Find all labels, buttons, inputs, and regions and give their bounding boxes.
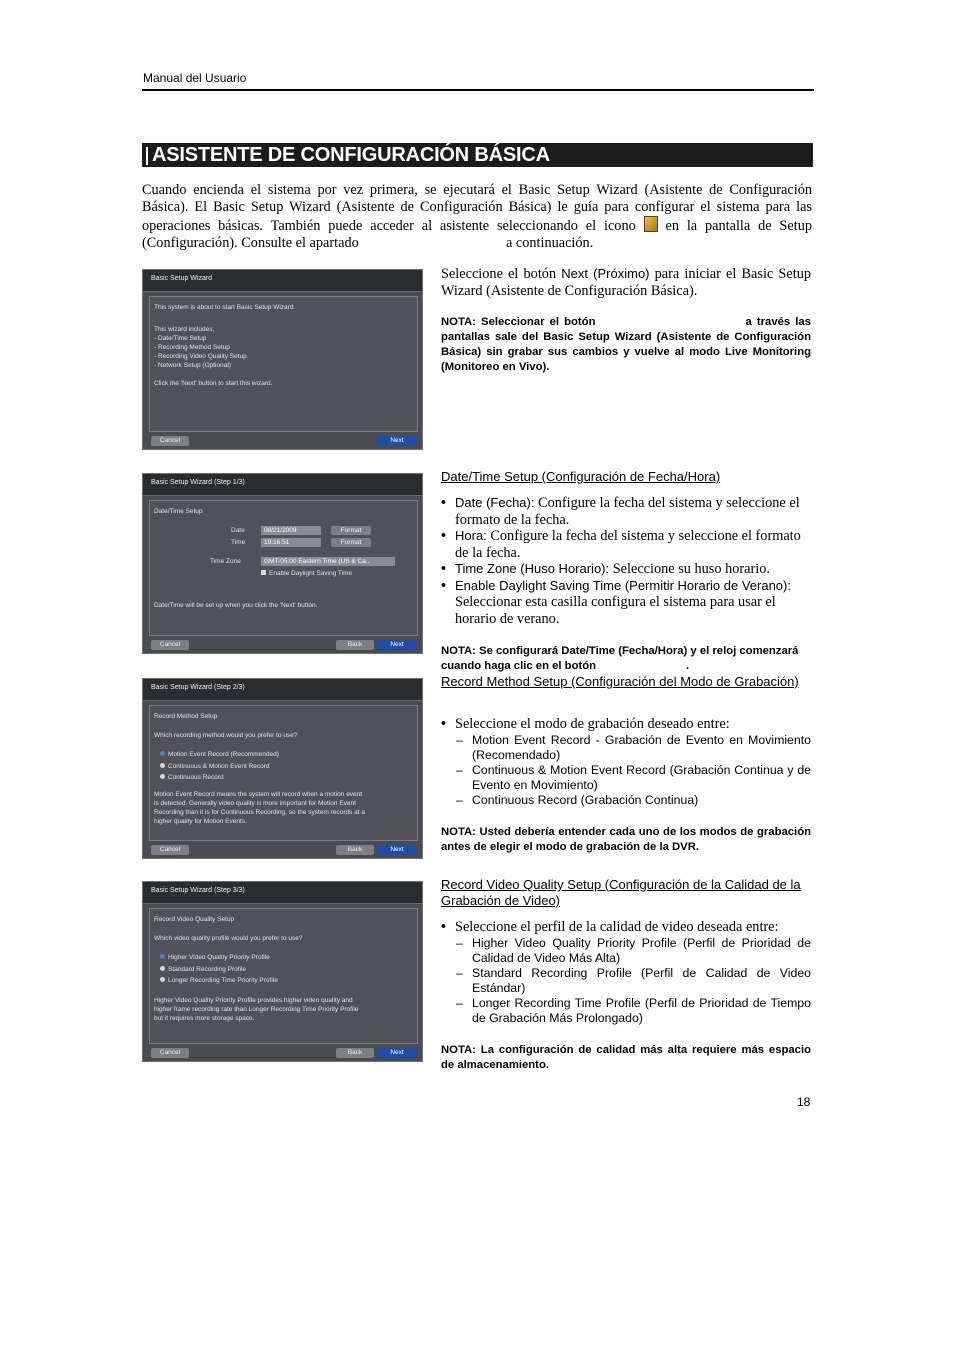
note-text: a través las pantallas sale del Basic Setup Wizard (Asistente de Configuración Básica) sin grabar sus cambios y vuelve al modo Live Monitoring (Monitoreo en Vivo). xyxy=(441,316,811,373)
section-heading-bar xyxy=(142,143,813,167)
next-button[interactable]: Next xyxy=(377,640,417,650)
radio-icon xyxy=(160,774,165,779)
panel-heading: Record Method Setup xyxy=(154,713,218,720)
text: Seleccione el botón xyxy=(441,266,562,282)
radio-icon xyxy=(160,966,165,971)
option-label: Longer Recording Time Priority Profile xyxy=(168,977,278,984)
window-title: Basic Setup Wizard (Step 1/3) xyxy=(151,479,245,486)
screenshot-record-method xyxy=(142,678,423,859)
intro-part2: en la pantalla de Setup (Configuración). Consulte el apartado xyxy=(142,218,813,251)
time-label: Time xyxy=(231,539,246,546)
window-titlebar xyxy=(143,474,422,496)
window-titlebar xyxy=(143,270,422,292)
panel-question: Which video quality profile would you prefer to use? xyxy=(154,935,303,942)
note-text: NOTA: Se configurará Date/Time (Fecha/Hora) y el reloj comenzará cuando haga clic en el botón xyxy=(441,645,799,672)
radio-selected-icon xyxy=(160,751,165,756)
time-field[interactable]: 19:16:51 xyxy=(261,538,321,547)
intro-part1: Cuando encienda el sistema por vez primera, se ejecutará el Basic Setup Wizard (Asistente de Configuración Básica). El Basic Setup Wizard (Asistente de Configuración Básica) le guía para configurar el sistema para las operaciones básicas. También puede acceder al asistente seleccionando el icono xyxy=(142,182,812,234)
wizard-text: This system is about to start Basic Setup Wizard. xyxy=(154,304,296,311)
back-button[interactable]: Back xyxy=(336,640,374,650)
dash-item: – Continuous & Motion Event Record (Grabación Continua y de Evento en Movimiento) xyxy=(441,763,811,793)
wizard-text: This wizard includes; xyxy=(154,326,215,333)
dash-item: – Higher Video Quality Priority Profile (Perfil de Prioridad de Calidad de Video Más Alta) xyxy=(441,936,811,966)
description: Motion Event Record means the system will record when a motion event xyxy=(154,791,363,798)
window-titlebar xyxy=(143,882,422,904)
wizard-panel xyxy=(149,296,418,432)
radio-option[interactable] xyxy=(160,762,270,771)
bullet-label: Hora: xyxy=(455,528,487,543)
wizard-text: - Recording Method Setup xyxy=(154,344,230,351)
block1-text xyxy=(441,266,811,299)
wizard-text: Click the 'Next' button to start this wizard. xyxy=(154,380,273,387)
bullet-item xyxy=(441,495,811,528)
option-label: Standard Recording Profile xyxy=(168,966,247,973)
dash-item: – Standard Recording Profile (Perfil de Calidad de Video Estándar) xyxy=(441,966,811,996)
block4-note: NOTA: La configuración de calidad más alta requiere más espacio de almacenamiento. xyxy=(441,1044,811,1071)
window-title: Basic Setup Wizard (Step 3/3) xyxy=(151,887,245,894)
window-title: Basic Setup Wizard xyxy=(151,275,213,282)
heading-marker xyxy=(146,147,148,165)
bullet-label: Enable Daylight Saving Time (Permitir Horario de Verano): xyxy=(455,577,791,593)
screenshot-video-quality xyxy=(142,881,423,1062)
radio-icon xyxy=(160,977,165,982)
panel-question: Which recording method would you prefer to use? xyxy=(154,732,298,739)
panel-footer: Date/Time will be set up when you click the 'Next' button. xyxy=(154,602,318,609)
date-label: Date xyxy=(231,527,245,534)
page-number: 18 xyxy=(797,1095,811,1109)
cancel-button[interactable]: Cancel xyxy=(151,436,189,446)
radio-icon xyxy=(160,763,165,768)
bullet-text: Seleccione su huso horario. xyxy=(609,561,770,577)
screenshot-wizard-start xyxy=(142,269,423,450)
dash-item: – Longer Recording Time Profile (Perfil de Prioridad de Tiempo de Grabación Más Prolongado) xyxy=(441,996,811,1026)
timezone-label: Time Zone xyxy=(210,558,241,565)
cancel-button[interactable]: Cancel xyxy=(151,845,189,855)
intro-paragraph xyxy=(142,182,812,252)
option-label: Motion Event Record (Recommended) xyxy=(168,751,279,758)
description: higher quality for Motion Events. xyxy=(154,818,247,825)
back-button[interactable]: Back xyxy=(336,845,374,855)
screenshot-date-time xyxy=(142,473,423,654)
dash-item: – Motion Event Record - Grabación de Evento en Movimiento (Recomendado) xyxy=(441,733,811,763)
next-button[interactable]: Next xyxy=(377,436,417,446)
description: Recording than it is for Continuous Recording, so the system records at a xyxy=(154,809,365,816)
next-label: Next (Próximo) xyxy=(561,266,650,281)
panel-heading: Date/Time Setup xyxy=(154,508,203,515)
radio-option[interactable] xyxy=(160,965,246,974)
window-titlebar xyxy=(143,679,422,701)
block1-note xyxy=(441,315,811,375)
block3-note: NOTA: Usted debería entender cada uno de los modos de grabación antes de elegir el modo de grabación de la DVR. xyxy=(441,826,811,853)
radio-option[interactable] xyxy=(160,976,278,985)
block2-heading: Date/Time Setup (Configuración de Fecha/Hora) xyxy=(441,469,721,484)
radio-option[interactable] xyxy=(160,953,270,962)
panel-heading: Record Video Quality Setup xyxy=(154,916,235,923)
bullet-item: • Seleccione el modo de grabación deseado entre: xyxy=(441,716,811,733)
dst-checkbox[interactable] xyxy=(261,569,352,578)
note-text: NOTA: Seleccionar el botón xyxy=(441,316,596,328)
note-text: . xyxy=(686,660,690,672)
running-header: Manual del Usuario xyxy=(143,71,247,85)
bullet-label: Date (Fecha): xyxy=(455,495,535,510)
wizard-text: - Recording Video Quality Setup xyxy=(154,353,247,360)
window-title: Basic Setup Wizard (Step 2/3) xyxy=(151,684,245,691)
section-title: ASISTENTE DE CONFIGURACIÓN BÁSICA xyxy=(152,144,550,166)
radio-option[interactable] xyxy=(160,773,224,782)
bullet-label: Time Zone (Huso Horario): xyxy=(455,561,610,576)
bullet-item xyxy=(441,578,811,628)
cancel-button[interactable]: Cancel xyxy=(151,640,189,650)
wizard-text: - Network Setup (Optional) xyxy=(154,362,231,369)
wizard-panel xyxy=(149,705,418,841)
description: higher frame recording rate than Longer Recording Time Priority Profile xyxy=(154,1006,359,1013)
timezone-select[interactable]: GMT-05:00 Eastern Time (US & Ca.. xyxy=(261,557,395,566)
description: but it requires more storage space. xyxy=(154,1015,255,1022)
checkbox-icon xyxy=(261,570,266,575)
block3-heading: Record Method Setup (Configuración del Modo de Grabación) xyxy=(441,674,799,689)
bullet-item: • Seleccione el perfil de la calidad de video deseada entre: xyxy=(441,919,811,936)
block3-list xyxy=(441,716,811,808)
bullet-text: Configure la fecha del sistema y seleccione el formato de la fecha. xyxy=(455,528,801,561)
option-label: Higher Video Quality Priority Profile xyxy=(168,954,270,961)
dash-item: – Continuous Record (Grabación Continua) xyxy=(441,793,811,808)
intro-part3: a continuación. xyxy=(505,235,594,251)
time-format-button[interactable]: Format xyxy=(331,538,371,547)
description: is detected. Generally video quality is more important for Motion Event xyxy=(154,800,356,807)
text: para iniciar el Basic Setup Wizard (Asistente de Configuración Básica). xyxy=(441,266,811,299)
bullet-text: Configure la fecha del sistema y seleccione el formato de la fecha. xyxy=(455,495,800,528)
radio-selected-icon xyxy=(160,954,165,959)
dst-label: Enable Daylight Saving Time xyxy=(269,570,353,577)
block4-list xyxy=(441,919,811,1026)
option-label: Continuous & Motion Event Record xyxy=(168,763,270,770)
back-button[interactable]: Back xyxy=(336,1048,374,1058)
wizard-text: - Date/Time Setup xyxy=(154,335,207,342)
next-button[interactable]: Next xyxy=(377,845,417,855)
header-rule xyxy=(142,89,814,91)
wizard-panel xyxy=(149,908,418,1044)
bullet-text: Seleccionar esta casilla configura el sistema para usar el horario de verano. xyxy=(455,594,776,627)
option-label: Continuous Record xyxy=(168,774,224,781)
next-button[interactable]: Next xyxy=(377,1048,417,1058)
block4-heading: Record Video Quality Setup (Configuración de la Calidad de la Grabación de Video) xyxy=(441,877,801,908)
radio-option[interactable] xyxy=(160,750,279,759)
bullet-item xyxy=(441,561,811,578)
cancel-button[interactable]: Cancel xyxy=(151,1048,189,1058)
date-field[interactable]: 08/21/2009 xyxy=(261,526,321,535)
setup-wizard-icon xyxy=(644,216,658,232)
block2-bullets xyxy=(441,495,811,627)
block2-note xyxy=(441,644,811,674)
wizard-panel xyxy=(149,500,418,636)
bullet-item xyxy=(441,528,811,561)
date-format-button[interactable]: Format xyxy=(331,526,371,535)
description: Higher Video Quality Priority Profile provides higher video quality and xyxy=(154,997,353,1004)
